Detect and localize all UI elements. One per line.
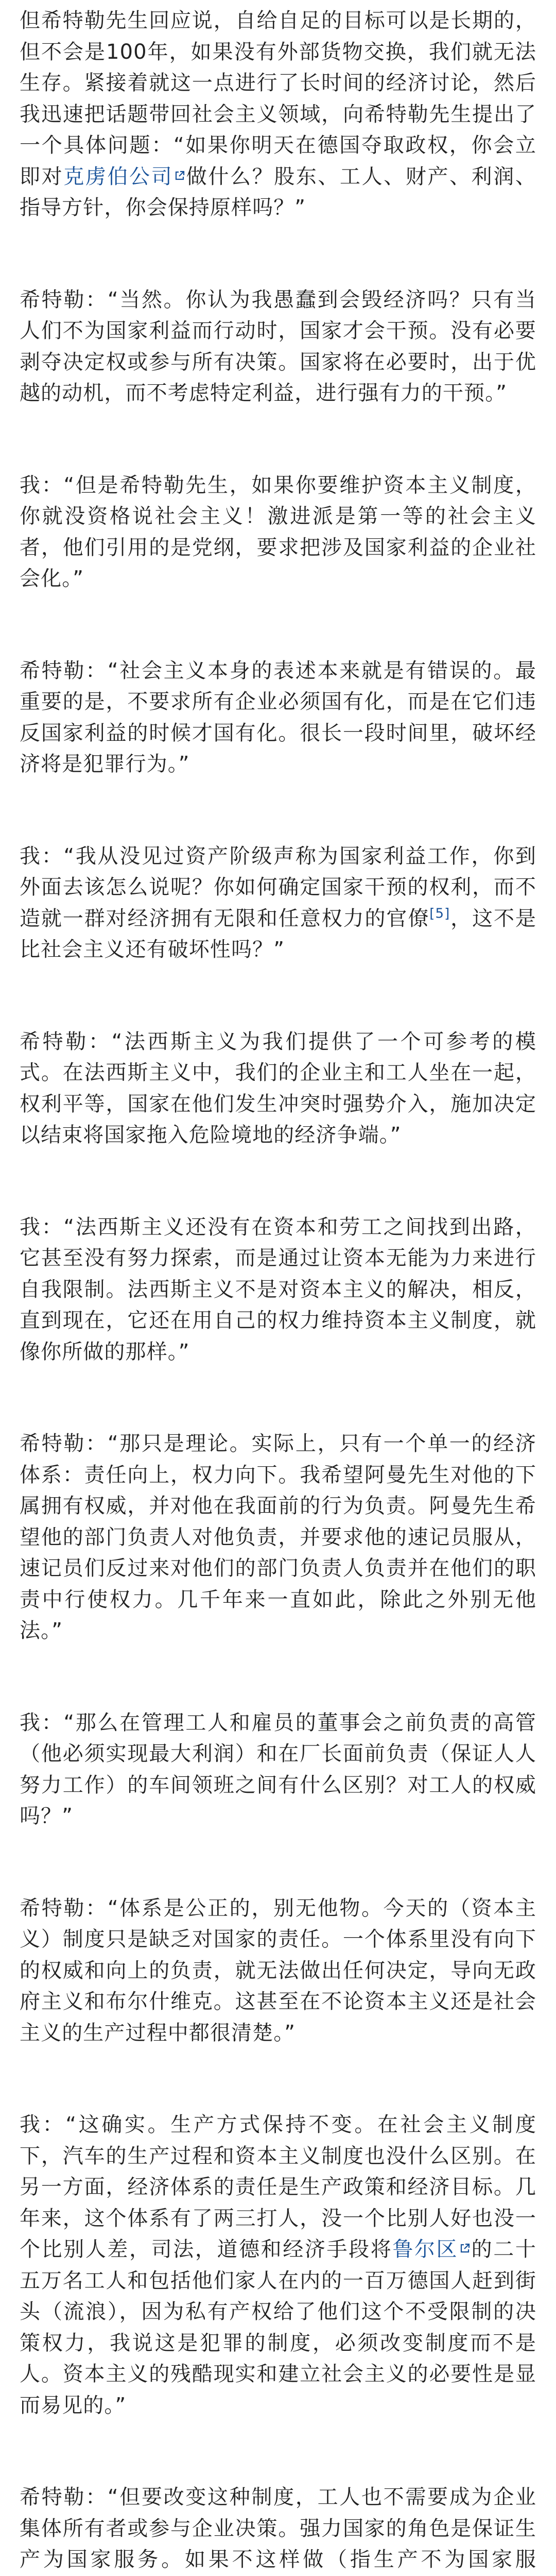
paragraph-text: 希特勒：“但要改变这种制度，工人也不需要成为企业集体所有者或参与企业决策。强力国家的角色是保证生产为国家服务。如果不这样做（指生产不为国家服 — [20, 2485, 536, 2571]
paragraph-text: 希特勒：“当然。你认为我愚蠢到会毁经济吗？只有当人们不为国家利益而行动时，国家才会干预。没有必要剥夺决定权或参与所有决策。国家将在必要时，出于优越的动机，而不考虑特定利益，进行强有力的干预。” — [20, 287, 536, 405]
paragraph-text: 希特勒：“体系是公正的，别无他物。今天的（资本主义）制度只是缺乏对国家的责任。一个体系里没有向下的权威和向上的负责，就无法做出任何决定，导向无政府主义和布尔什维克。这甚至在不论资本主义还是社会主义的生产过程中都很清楚。” — [20, 1896, 536, 2045]
paragraph — [20, 5, 536, 224]
paragraph-text: 我：“但是希特勒先生，如果你要维护资本主义制度，你就没资格说社会主义！激进派是第一等的社会主义者，他们引用的是党纲，要求把涉及国家利益的企业社会化。” — [20, 473, 536, 590]
paragraph — [20, 470, 536, 595]
article-paragraphs — [20, 5, 536, 2576]
paragraph — [20, 284, 536, 409]
paragraph-text: 希特勒：“社会主义本身的表述本来就是有错误的。最重要的是，不要求所有企业必须国有化，而是在它们违反国家利益的时候才国有化。很长一段时间里，破坏经济将是犯罪行为。” — [20, 658, 536, 776]
footnote-ref[interactable]: [5] — [429, 906, 450, 922]
paragraph — [20, 1893, 536, 2049]
paragraph — [20, 2109, 536, 2421]
paragraph-text: 我：“法西斯主义还没有在资本和劳工之间找到出路，它甚至没有努力探索，而是通过让资本无能为力来进行自我限制。法西斯主义不是对资本主义的解决，相反，直到现在，它还在用自己的权力维持资本主义制度，就像你所做的那样。” — [20, 1215, 536, 1364]
paragraph-text: ，这不是比社会主义还有破坏性吗？” — [20, 906, 537, 961]
paragraph — [20, 1026, 536, 1151]
paragraph-text: 希特勒：“法西斯主义为我们提供了一个可参考的模式。在法西斯主义中，我们的企业主和工人坐在一起，权利平等，国家在他们发生冲突时强势介入，施加决定以结束将国家拖入危险境地的经济争端。” — [20, 1029, 536, 1147]
paragraph-text: 但希特勒先生回应说，自给自足的目标可以是长期的，但不会是100年，如果没有外部货物交换，我们就无法生存。紧接着就这一点进行了长时间的经济讨论，然后我迅速把话题带回社会主义领域，向希特勒先生提出了一个具体问题：“如果你明天在德国夺取政权，你会立即对 — [20, 9, 536, 189]
paragraph-text: 的二十五万名工人和包括他们家人在内的一百万德国人赶到街头（流浪），因为私有产权给了他们这个不受限制的决策权力，我说这是犯罪的制度，必须改变制度而不是人。资本主义的残酷现实和建立社会主义的必要性是显而易见的。” — [20, 2238, 536, 2417]
paragraph-text: 我：“这确实。生产方式保持不变。在社会主义制度下，汽车的生产过程和资本主义制度也没什么区别。在另一方面，经济体系的责任是生产政策和经济目标。几年来，这个体系有了两三打人，没一个比别人好也没一个比别人差，司法，道德和经济手段将 — [20, 2113, 536, 2261]
paragraph — [20, 1212, 536, 1368]
paragraph — [20, 841, 536, 965]
paragraph-text: 我：“那么在管理工人和雇员的董事会之前负责的高管（他必须实现最大利润）和在厂长面前负责（保证人人努力工作）的车间领班之间有什么区别？对工人的权威吗？” — [20, 1710, 536, 1828]
paragraph — [20, 1707, 536, 1832]
paragraph-text: 希特勒：“那只是理论。实际上，只有一个单一的经济体系：责任向上，权力向下。我希望阿曼先生对他的下属拥有权威，并对他在我面前的行为负责。阿曼先生希望他的部门负责人对他负责，并要求他的速记员服从，速记员们反过来对他们的部门负责人负责并在他们的职责中行使权力。几千年来一直如此，除此之外别无他法。” — [20, 1432, 536, 1642]
paragraph-text: 做什么？股东、工人、财产、利润、指导方针，你会保持原样吗？” — [20, 164, 536, 219]
paragraph — [20, 2482, 536, 2576]
inline-link[interactable]: 鲁尔区 — [392, 2238, 459, 2261]
paragraph — [20, 655, 536, 780]
paragraph — [20, 1428, 536, 1647]
external-link-icon — [459, 2243, 471, 2254]
paragraph-text: 我：“我从没见过资产阶级声称为国家利益工作，你到外面去该怎么说呢？你如何确定国家干预的权利，而不造就一群对经济拥有无限和任意权力的官僚 — [20, 844, 536, 930]
inline-link[interactable]: 克虏伯公司 — [63, 164, 173, 189]
external-link-icon — [174, 170, 185, 181]
